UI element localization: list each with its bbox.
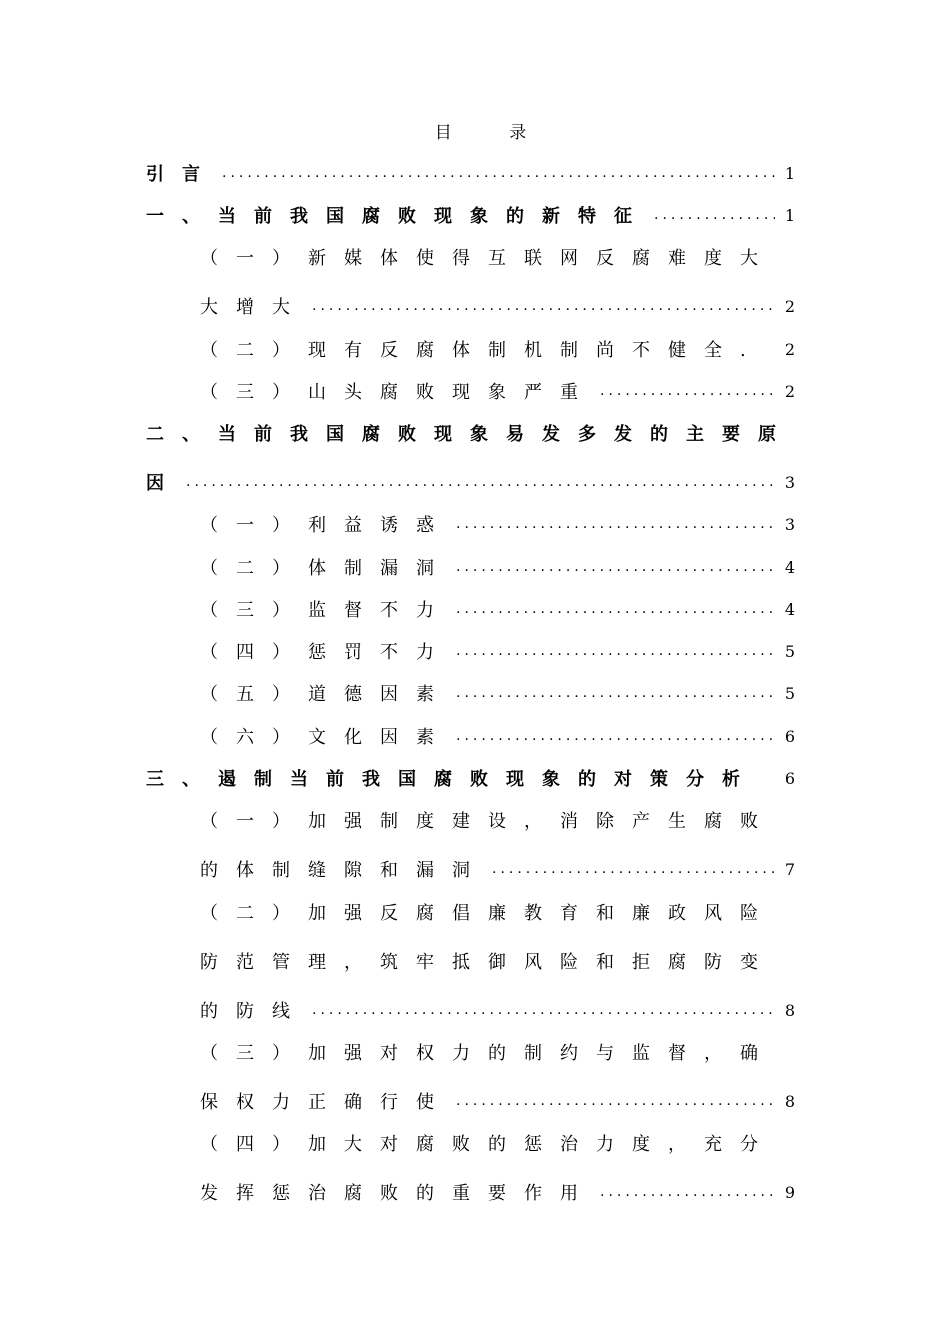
leader-dots [492,861,775,877]
entry-text: （二）加强反腐倡廉教育和廉政风险 [200,903,776,924]
entry-text: 保权力正确行使 [200,1092,452,1113]
toc-entry[interactable] [200,509,795,539]
page-number: 3 [784,472,795,492]
page-number: 1 [784,205,795,225]
toc-entry[interactable] [200,946,795,976]
page-number: 4 [784,599,795,619]
toc-entry[interactable] [200,291,795,321]
page-number: 7 [784,859,795,879]
page-number: 2 [784,296,795,316]
leader-dots [600,1184,775,1200]
page-number: 2 [784,381,795,401]
toc-entry[interactable] [200,721,795,751]
toc-entry[interactable] [200,242,795,272]
leader-dots [312,298,775,314]
leader-dots [186,474,775,490]
leader-dots [222,165,775,181]
toc-entry[interactable] [200,678,795,708]
toc-entry[interactable] [200,1128,795,1158]
toc-entry[interactable] [200,636,795,666]
entry-text: （一）加强制度建设，消除产生腐败 [200,811,776,832]
toc-entry[interactable] [146,200,795,230]
entry-text: 大增大 [200,297,308,318]
entry-text: 的体制缝隙和漏洞 [200,860,488,881]
entry-text: （三）监督不力 [200,600,452,621]
page-number: 8 [784,1000,795,1020]
toc-entry[interactable] [146,763,795,793]
toc-entry[interactable] [200,1037,795,1067]
leader-dots [312,1002,775,1018]
entry-text: 三、遏制当前我国腐败现象的对策分析 [146,769,758,790]
toc-entry[interactable] [200,594,795,624]
leader-dots [654,207,775,223]
leader-dots [456,685,775,701]
leader-dots [456,643,775,659]
page-number: 5 [784,641,795,661]
toc-entry[interactable] [146,158,795,188]
toc-entry[interactable] [200,334,795,364]
toc-entry[interactable] [200,854,795,884]
page-number: 5 [784,683,795,703]
entry-text: （六）文化因素 [200,727,452,748]
entry-text: 发挥惩治腐败的重要作用 [200,1183,596,1204]
toc-entry[interactable] [200,1177,795,1207]
entry-text: 因 [146,473,182,494]
toc-title: 目 录 [434,123,553,143]
entry-text: 引言 [146,164,218,185]
entry-text: （三）山头腐败现象严重 [200,382,596,403]
page-number: 6 [784,726,795,746]
entry-text: （一）新媒体使得互联网反腐难度大 [200,248,776,269]
page-number: 3 [784,514,795,534]
toc-entry[interactable] [200,995,795,1025]
page-number: 8 [784,1091,795,1111]
page-number: 6 [784,768,795,788]
leader-dots [456,516,775,532]
entry-text: 二、当前我国腐败现象易发多发的主要原 [146,424,794,445]
toc-entry[interactable] [146,467,795,497]
entry-text: 防范管理，筑牢抵御风险和拒腐防变 [200,952,776,973]
leader-dots [456,728,775,744]
entry-text: （四）加大对腐败的惩治力度，充分 [200,1134,776,1155]
leader-dots [456,1093,775,1109]
entry-text: （二）现有反腐体制机制尚不健全. [200,340,764,361]
entry-text: （一）利益诱惑 [200,515,452,536]
leader-dots [456,559,775,575]
entry-text: （五）道德因素 [200,684,452,705]
page-number: 1 [784,163,795,183]
toc-entry[interactable] [200,552,795,582]
entry-text: （三）加强对权力的制约与监督，确 [200,1043,776,1064]
toc-entry[interactable] [200,805,795,835]
entry-text: 一、当前我国腐败现象的新特征 [146,206,650,227]
entry-text: （四）惩罚不力 [200,642,452,663]
toc-entry[interactable] [200,1086,795,1116]
page-number: 9 [784,1182,795,1202]
leader-dots [600,383,775,399]
toc-entry[interactable] [146,418,795,448]
leader-dots [456,601,775,617]
toc-entry[interactable] [200,376,795,406]
entry-text: （二）体制漏洞 [200,558,452,579]
toc-entry[interactable] [200,897,795,927]
page-number: 2 [784,339,795,359]
entry-text: 的防线 [200,1001,308,1022]
page-number: 4 [784,557,795,577]
